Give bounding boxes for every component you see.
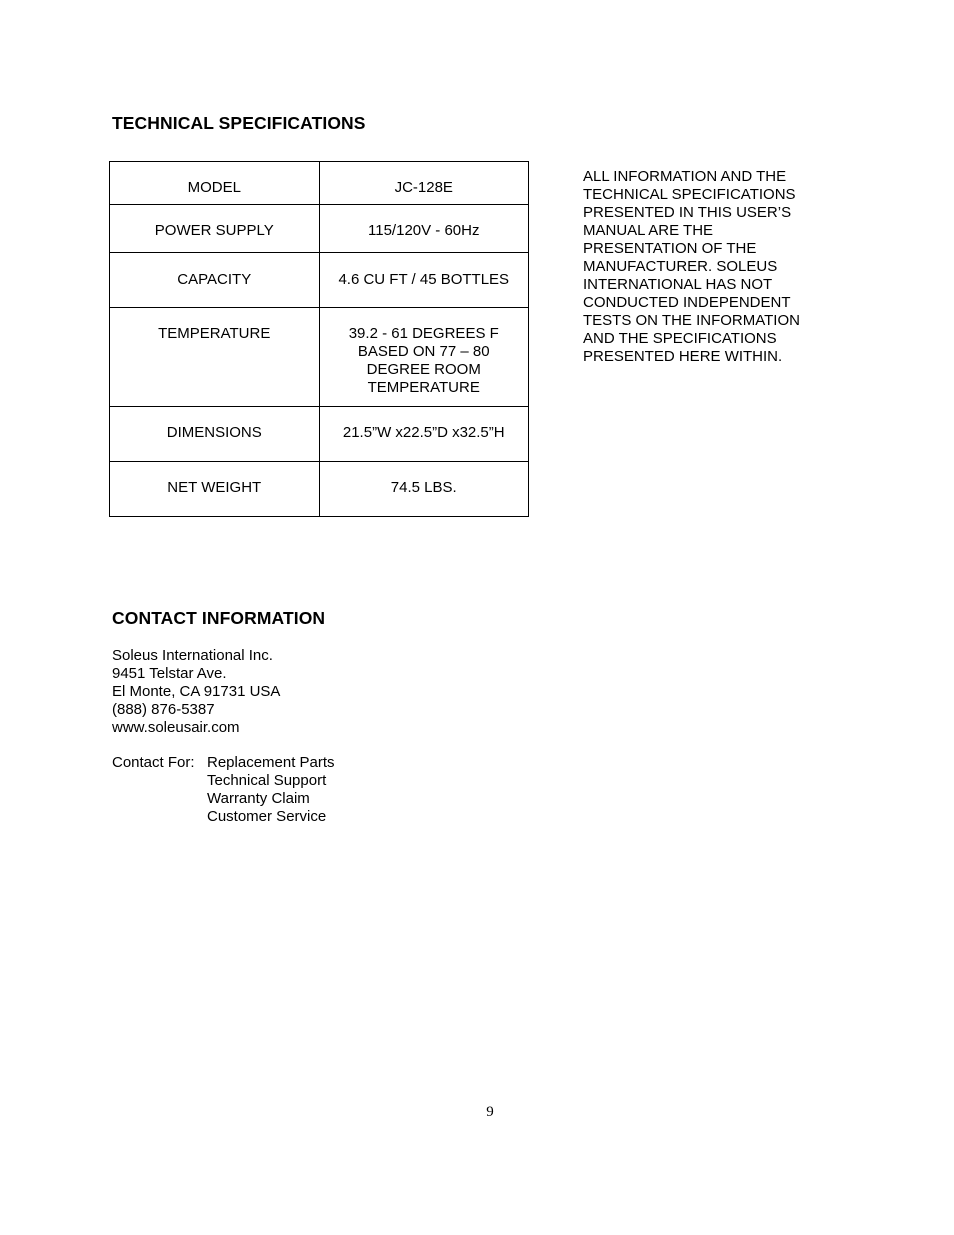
table-row (110, 205, 529, 253)
contact-for-section (112, 754, 335, 826)
website: www.soleusair.com (112, 719, 240, 736)
list-item: Technical Support (207, 772, 327, 789)
spec-label-temperature: TEMPERATURE (110, 308, 320, 407)
page-number: 9 (486, 1104, 494, 1120)
list-item: Replacement Parts (207, 754, 335, 771)
company-address (112, 647, 280, 737)
contact-information-heading: CONTACT INFORMATION (112, 608, 326, 628)
table-row (110, 253, 529, 308)
spec-value-power-supply: 115/120V - 60Hz (319, 205, 529, 253)
spec-value-model: JC-128E (319, 162, 529, 205)
technical-specifications-heading: TECHNICAL SPECIFICATIONS (112, 113, 366, 133)
spec-value-capacity: 4.6 CU FT / 45 BOTTLES (319, 253, 529, 308)
spec-value-temperature: 39.2 - 61 DEGREES F BASED ON 77 – 80 DEGREE ROOM TEMPERATURE (319, 308, 529, 407)
spec-label-power-supply: POWER SUPPLY (110, 205, 320, 253)
specifications-table (109, 161, 529, 517)
table-row (110, 462, 529, 517)
spec-label-dimensions: DIMENSIONS (110, 407, 320, 462)
contact-for-list (207, 754, 335, 826)
phone-number: (888) 876-5387 (112, 701, 215, 718)
list-item: Warranty Claim (207, 790, 310, 807)
table-row (110, 407, 529, 462)
spec-value-net-weight: 74.5 LBS. (319, 462, 529, 517)
city-state-zip: El Monte, CA 91731 USA (112, 683, 281, 700)
spec-label-model: MODEL (110, 162, 320, 205)
table-row (110, 308, 529, 407)
spec-label-capacity: CAPACITY (110, 253, 320, 308)
contact-for-label: Contact For: (112, 754, 195, 771)
spec-value-dimensions: 21.5”W x22.5”D x32.5”H (319, 407, 529, 462)
spec-label-net-weight: NET WEIGHT (110, 462, 320, 517)
table-row (110, 162, 529, 205)
list-item: Customer Service (207, 808, 327, 825)
company-name: Soleus International Inc. (112, 647, 273, 664)
disclaimer-text: ALL INFORMATION AND THE TECHNICAL SPECIFICATIONS PRESENTED IN THIS USER’S MANUAL ARE THE PRESENTATION OF THE MANUFACTURER. SOLEUS INTERNATIONAL HAS NOT CONDUCTED INDEPENDENT TESTS ON THE INFORMATION AND THE SPECIFICATIONS PRESENTED HERE WITHIN. (583, 168, 800, 365)
street-address: 9451 Telstar Ave. (112, 665, 227, 682)
